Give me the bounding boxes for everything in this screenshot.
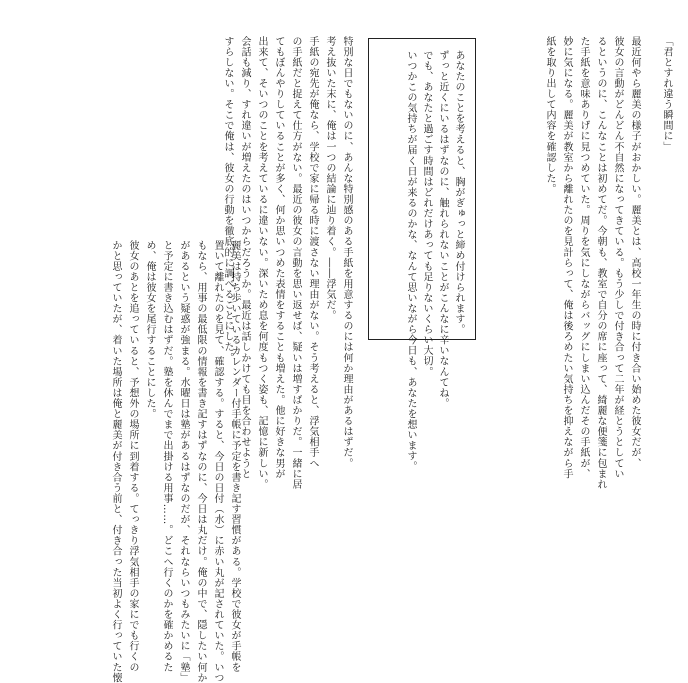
text-column: た手紙を意味ありげに見つめていた。周りを気にしながらバッグにしまい込んだその手紙が、 [578,36,589,480]
text-column: 彼女のあとを追っていると、予想外の場所に到着する。てっきり浮気相手の家にでも行くの [127,240,138,673]
letter-line: いつかこの気持ちが届く日が来るのかな、なんて思いながら今日も、あなたを想います。 [405,50,416,472]
text-column: すらしない。そこで俺は、彼女の行動を徹底的に調べることにした。 [222,36,233,364]
text-column: 妙に気になる。麗美が教室から離れたのを見計らって、俺は後ろめたい気持ちを抑えながら手 [561,36,572,480]
letter-line: ずっと近くにいるはずなのに、触れられないことがこんなに辛いなんてね。 [437,50,448,409]
text-column: かと思っていたが、着いた場所は俺と麗美が付き合う前と、付き合った当初よく行っていた懐 [110,240,121,683]
text-column: 会話も減り、すれ違いが増えたのはいつからだろうか。最近は話しかけても目を合わせようと [239,36,250,480]
text-column: 出来て、そいつのことを考えているに違いない。深いため息を何度もつく姿も、記憶に新しい。 [256,36,267,490]
text-column: と予定に書き込むはずだ。塾を休んでまで出掛ける用事……。どこへ行くのかを確かめるた [161,240,172,673]
text-column: 特別な日でもないのに、あんな特別感のある手紙を用意するのには何か理由があるはずだ。 [341,36,352,469]
text-column: 考え抜いた末に、俺は一つの結論に辿り着く。――浮気だ。 [324,36,335,321]
text-column: 麗美は持ち歩いているカレンダー付手帳に予定を書き記す習慣がある。学校で彼女が手帳を [229,240,240,673]
text-column: 最近何やら麗美の様子がおかしい。麗美とは、高校一年生の時に付き合い始めた彼女だが、 [629,36,640,469]
text-column: もなら、用事の最低限の情報を書き記すはずなのに、今日は丸だけ。俺の中で、隠したい何か [195,240,206,683]
text-column: の手紙だと捉えて仕方がない。最近の彼女の言動を思い返せば、疑いは増すばかりだ。一緒に居 [290,36,301,490]
page-title: 「君とすれ違う瞬間に」 [661,36,672,153]
text-column: 紙を取り出して内容を確認した。 [544,36,555,195]
text-column: てもぼんやりしていることが多く、何か思いつめた表情をすることも増えた。他に好きな男が [273,36,284,480]
text-column: 置いて離れたのを見て、確認する。すると、今日の日付（水）に赤い丸が記されていた。いつ [212,240,223,683]
text-column: 手紙の宛先が俺なら、学校で家に帰る時に渡さない理由がない。そう考えると、浮気相手へ [307,36,318,469]
letter-line: あなたのことを考えると、胸がぎゅっと締め付けられます。 [453,50,464,335]
text-column: め、俺は彼女を尾行することにした。 [144,240,155,420]
text-column: 彼女の言動がどんどん不自然になってきている。もう少しで付き合って二年が経とうとしてい [612,36,623,480]
text-column: があるという疑惑が強まる。水曜日は塾があるはずなのだが、それならいつもみたいに「塾」 [178,240,189,683]
text-column: るというのに、こんなことは初めてだ。今朝も、教室で自分の席に座って、綺麗な便箋に包まれ [595,36,606,490]
letter-line: でも、あなたと過ごす時間はどれだけあっても足りないくらい大切。 [421,50,432,378]
